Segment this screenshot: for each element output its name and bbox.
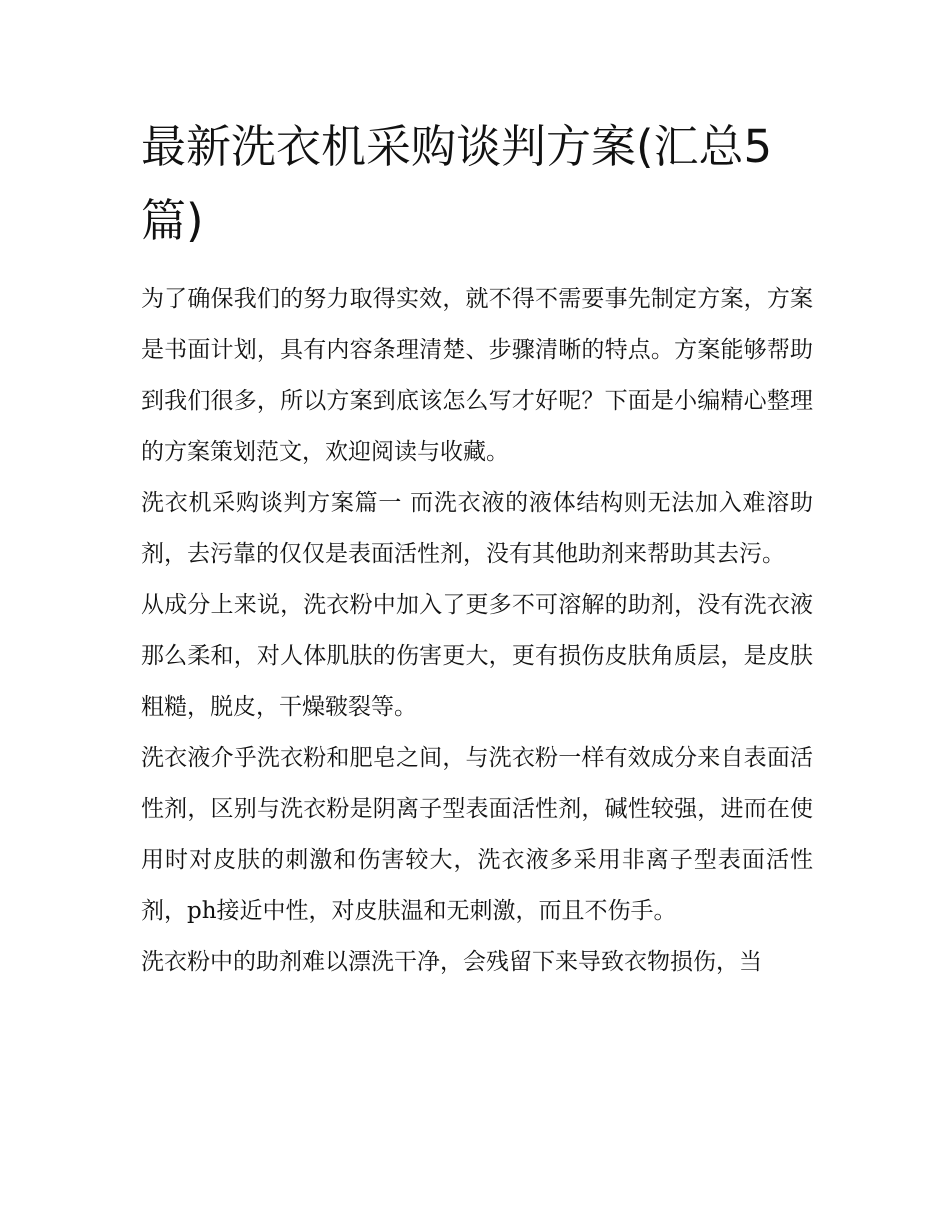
paragraph-intro: 为了确保我们的努力取得实效，就不得不需要事先制定方案，方案是书面计划，具有内容条理清楚、步骤清晰的特点。方案能够帮助到我们很多，所以方案到底该怎么写才好呢？下面是小编精心整理的方案策划范文，欢迎阅读与收藏。 bbox=[141, 286, 813, 465]
document-title: 最新洗衣机采购谈判方案(汇总5篇) bbox=[141, 120, 773, 247]
paragraph-section-one: 洗衣机采购谈判方案篇一 而洗衣液的液体结构则无法加入难溶助剂，去污靠的仅仅是表面活性剂，没有其他助剂来帮助其去污。 bbox=[141, 490, 813, 567]
paragraph-ingredients: 从成分上来说，洗衣粉中加入了更多不可溶解的助剂，没有洗衣液那么柔和，对人体肌肤的伤害更大，更有损伤皮肤角质层，是皮肤粗糙，脱皮，干燥皲裂等。 bbox=[141, 592, 813, 720]
paragraph-detergent-comparison: 洗衣液介乎洗衣粉和肥皂之间，与洗衣粉一样有效成分来自表面活性剂，区别与洗衣粉是阴离子型表面活性剂，碱性较强，进而在使用时对皮肤的刺激和伤害较大，洗衣液多采用非离子型表面活性剂，ph接近中性，对皮肤温和无刺激，而且不伤手。 bbox=[141, 745, 813, 924]
paragraph-residue: 洗衣粉中的助剂难以漂洗干净，会残留下来导致衣物损伤，当 bbox=[141, 949, 762, 975]
document-body bbox=[141, 110, 813, 988]
